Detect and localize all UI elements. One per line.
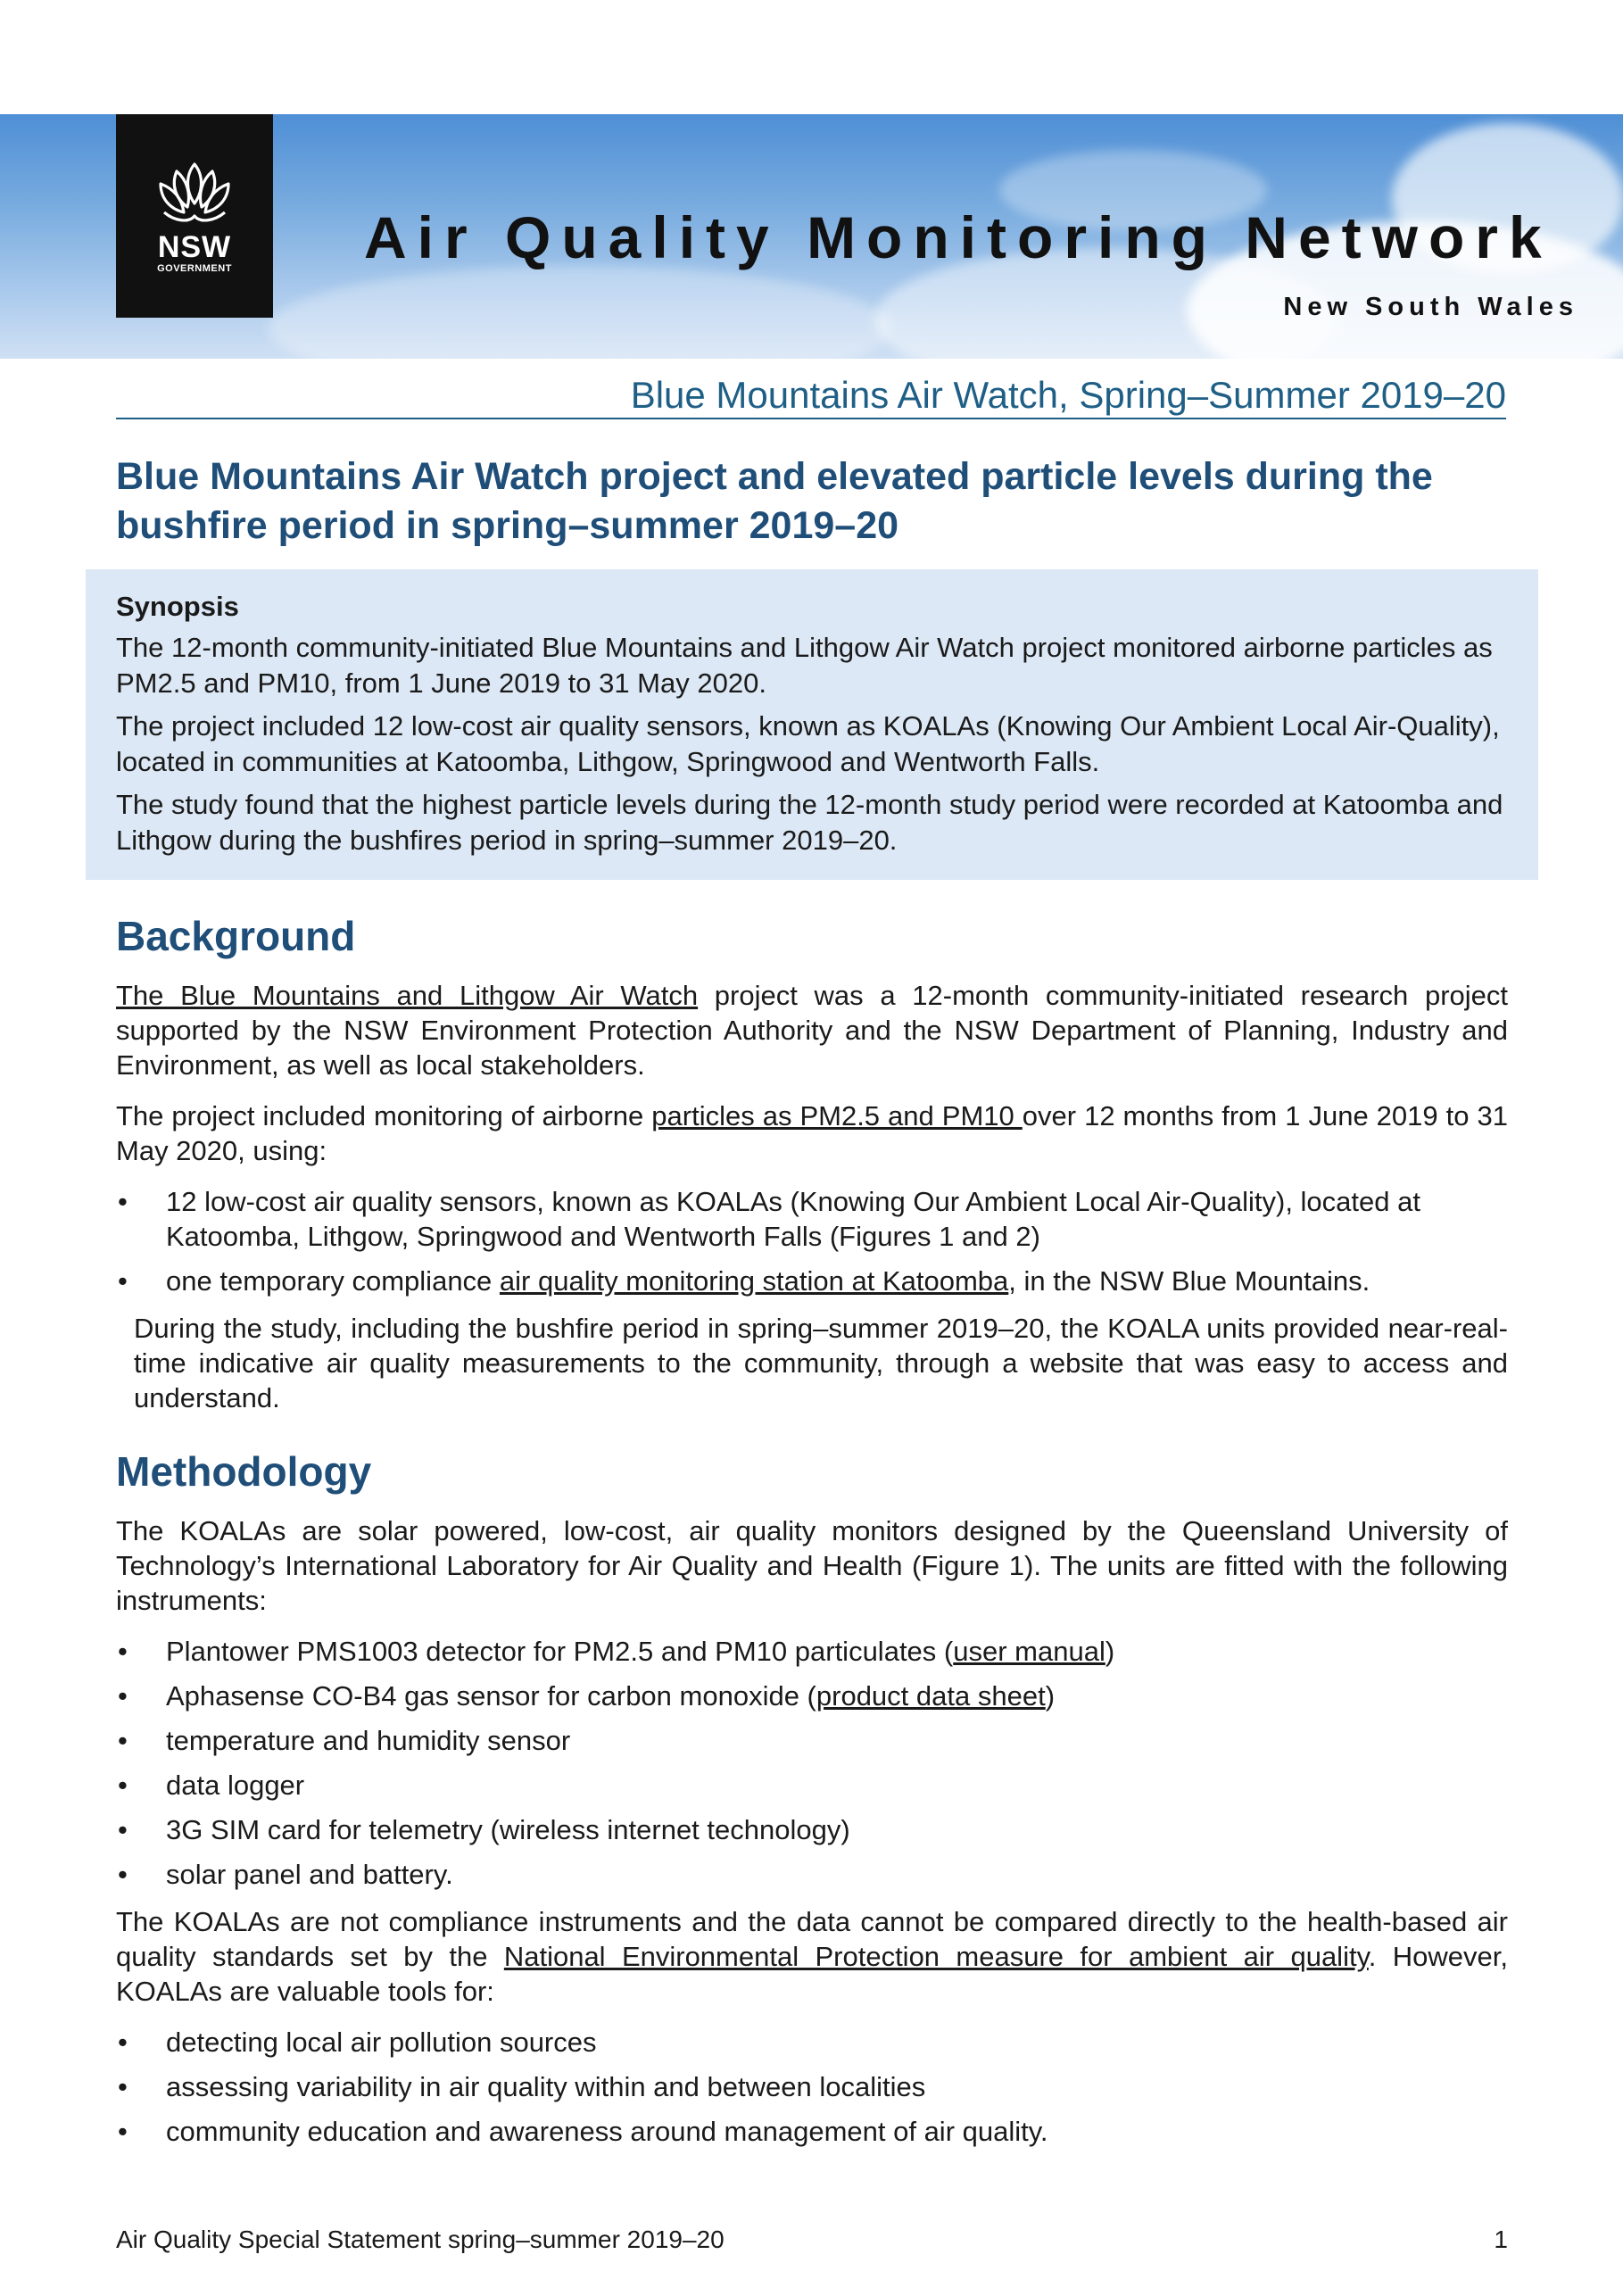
- synopsis-paragraph: The project included 12 low-cost air quality sensors, known as KOALAs (Knowing Our Ambient Local Air-Quality), located in communities at Katoomba, Lithgow, Springwood and Wentworth Falls.: [116, 710, 1500, 777]
- nepm-link[interactable]: National Environmental Protection measure for ambient air quality: [503, 1941, 1369, 1972]
- product-data-sheet-link[interactable]: product data sheet: [816, 1680, 1046, 1712]
- bullet-icon: •: [118, 2116, 128, 2147]
- synopsis-heading: Synopsis: [116, 591, 239, 622]
- methodology-paragraph: [116, 1904, 1508, 2009]
- list-item-text: temperature and humidity sensor: [166, 1725, 571, 1756]
- synopsis-box: [86, 569, 1538, 880]
- background-paragraph: During the study, including the bushfire period in spring–summer 2019–20, the KOALA units provided near-real-time indicative air quality measurements to the community, through a website that was easy to access and understand.: [134, 1313, 1508, 1413]
- list-item: [116, 1812, 1508, 1847]
- list-item: [116, 2114, 1508, 2149]
- list-item-text: , in the NSW Blue Mountains.: [1008, 1265, 1370, 1297]
- bullet-icon: •: [118, 1770, 128, 1801]
- list-item-text: solar panel and battery.: [166, 1859, 453, 1890]
- methodology-paragraph: The KOALAs are solar powered, low-cost, air quality monitors designed by the Queensland University of Technology’s International Laboratory for Air Quality and Health (Figure 1). The units are fitted with the following instruments:: [116, 1515, 1508, 1616]
- bullet-icon: •: [118, 2071, 128, 2102]
- bullet-icon: •: [118, 1725, 128, 1756]
- instrument-list: [116, 1634, 1508, 1892]
- paragraph-text: project was a 12-month community-initiated research project supported by the NSW Environment Protection Authority and the NSW Department of Planning, Industry and Environment, as well as local stakeholders.: [116, 980, 1508, 1081]
- list-item-text: ): [1105, 1636, 1115, 1667]
- list-item: [116, 1768, 1508, 1803]
- monitoring-station-link[interactable]: air quality monitoring station at Katoomba: [499, 1265, 1009, 1297]
- background-paragraph: [116, 978, 1508, 1082]
- list-item-text: data logger: [166, 1770, 305, 1801]
- list-item-text: detecting local air pollution sources: [166, 2027, 597, 2058]
- air-watch-link[interactable]: The Blue Mountains and Lithgow Air Watch: [116, 980, 699, 1011]
- bullet-icon: •: [118, 1265, 128, 1297]
- list-item-text: 12 low-cost air quality sensors, known as KOALAs (Knowing Our Ambient Local Air-Quality), located at Katoomba, Lithgow, Springwood and Wentworth Falls (Figures 1 and 2): [166, 1186, 1420, 1252]
- list-item: [116, 1634, 1508, 1669]
- background-heading: Background: [116, 913, 356, 959]
- user-manual-link[interactable]: user manual: [953, 1636, 1105, 1667]
- list-item: [116, 1264, 1508, 1298]
- waratah-icon: [150, 157, 239, 228]
- banner-title: Air Quality Monitoring Network: [364, 204, 1553, 270]
- banner-cloud: [268, 266, 892, 359]
- bullet-icon: •: [118, 1814, 128, 1845]
- list-item-text: Plantower PMS1003 detector for PM2.5 and PM10 particulates (: [166, 1636, 954, 1667]
- running-header: Blue Mountains Air Watch, Spring–Summer 2019–20: [116, 373, 1506, 419]
- background-list: [116, 1184, 1508, 1298]
- list-item: [116, 2069, 1508, 2104]
- paragraph-text: The KOALAs are not compliance instruments and the data cannot be compared directly to the health-based air quality standards set by the: [116, 1906, 1508, 1972]
- banner-subtitle: New South Wales: [1283, 293, 1578, 321]
- list-item: [116, 1678, 1508, 1713]
- synopsis-paragraph: The study found that the highest particle levels during the 12-month study period were recorded at Katoomba and Lithgow during the bushfires period in spring–summer 2019–20.: [116, 789, 1503, 856]
- list-item-text: community education and awareness around management of air quality.: [166, 2116, 1048, 2147]
- list-item: [116, 1857, 1508, 1892]
- list-item: [116, 2025, 1508, 2060]
- list-item-text: 3G SIM card for telemetry (wireless internet technology): [166, 1814, 850, 1845]
- bullet-icon: •: [118, 1636, 128, 1667]
- methodology-heading: Methodology: [116, 1448, 372, 1495]
- page-footer: [116, 2225, 1508, 2255]
- body-content: [116, 910, 1508, 2161]
- logo-nsw-text: NSW: [157, 230, 232, 264]
- tools-list: [116, 2025, 1508, 2149]
- page-title: Blue Mountains Air Watch project and elevated particle levels during the bushfire period in spring–summer 2019–20: [116, 455, 1433, 547]
- synopsis-paragraph: The 12-month community-initiated Blue Mountains and Lithgow Air Watch project monitored airborne particles as PM2.5 and PM10, from 1 June 2019 to 31 May 2020.: [116, 632, 1493, 699]
- footer-title: Air Quality Special Statement spring–summer 2019–20: [116, 2226, 725, 2253]
- list-item-text: ): [1045, 1680, 1056, 1712]
- bullet-icon: •: [118, 1186, 128, 1217]
- logo-government-text: GOVERNMENT: [157, 263, 232, 274]
- bullet-icon: •: [118, 2027, 128, 2058]
- paragraph-text: over 12 months from 1 June 2019 to 31 May 2020, using:: [116, 1100, 1508, 1166]
- list-item: [116, 1723, 1508, 1758]
- bullet-icon: •: [118, 1680, 128, 1712]
- list-item: [116, 1184, 1508, 1254]
- paragraph-text: . However, KOALAs are valuable tools for:: [116, 1941, 1508, 2007]
- header-banner: [0, 114, 1623, 359]
- particles-link[interactable]: particles as PM2.5 and PM10: [651, 1100, 1023, 1131]
- list-item-text: assessing variability in air quality within and between localities: [166, 2071, 926, 2102]
- nsw-government-logo: [116, 114, 273, 318]
- background-paragraph: [116, 1098, 1508, 1168]
- list-item-text: one temporary compliance: [166, 1265, 500, 1297]
- paragraph-text: The project included monitoring of airborne: [116, 1100, 652, 1131]
- bullet-icon: •: [118, 1859, 128, 1890]
- list-item-text: Aphasense CO-B4 gas sensor for carbon monoxide (: [166, 1680, 816, 1712]
- page-number: 1: [1494, 2226, 1508, 2253]
